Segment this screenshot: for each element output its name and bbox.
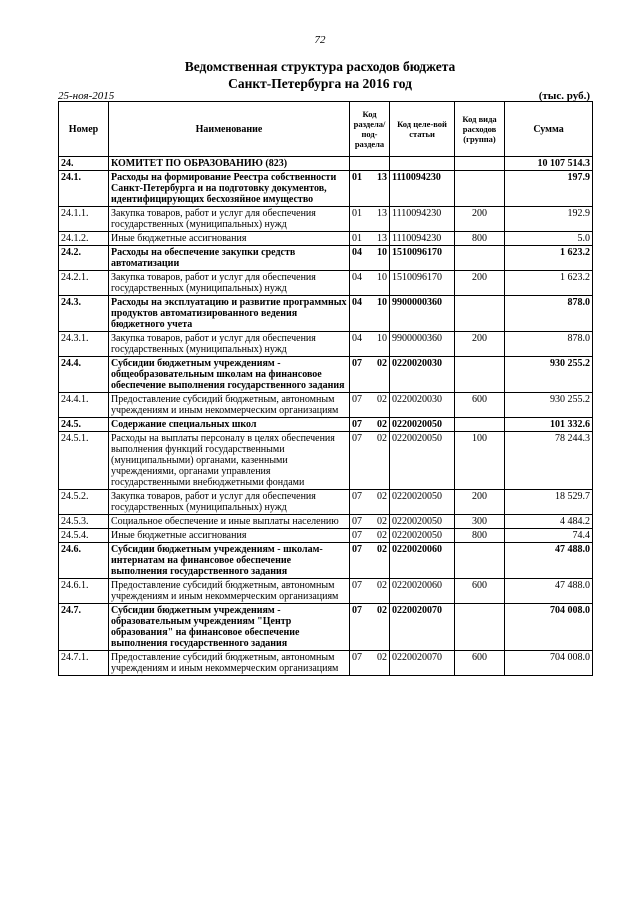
row-subsection: 02	[370, 579, 390, 604]
row-number: 24.7.	[59, 604, 109, 651]
row-article-code: 0220020030	[390, 357, 455, 393]
row-section: 07	[350, 604, 370, 651]
row-section: 07	[350, 529, 370, 543]
row-number: 24.5.2.	[59, 490, 109, 515]
row-expense-type	[455, 171, 505, 207]
row-number: 24.1.2.	[59, 232, 109, 246]
row-article-code: 0220020030	[390, 393, 455, 418]
row-expense-type: 600	[455, 579, 505, 604]
row-article-code: 9900000360	[390, 332, 455, 357]
row-section: 07	[350, 357, 370, 393]
row-number: 24.1.1.	[59, 207, 109, 232]
row-number: 24.2.1.	[59, 271, 109, 296]
row-expense-type	[455, 604, 505, 651]
row-amount: 18 529.7	[505, 490, 593, 515]
row-amount: 878.0	[505, 296, 593, 332]
row-section: 07	[350, 490, 370, 515]
row-expense-type	[455, 357, 505, 393]
row-number: 24.3.1.	[59, 332, 109, 357]
table-row	[59, 579, 593, 604]
row-amount: 1 623.2	[505, 246, 593, 271]
row-name: Субсидии бюджетным учреждениям - общеобразовательным школам на финансовое обеспечение выполнения государственного задания	[109, 357, 350, 393]
row-subsection: 02	[370, 529, 390, 543]
row-expense-type	[455, 418, 505, 432]
row-name: Закупка товаров, работ и услуг для обеспечения государственных (муниципальных) нужд	[109, 332, 350, 357]
header-number: Номер	[59, 102, 109, 157]
row-section: 07	[350, 418, 370, 432]
row-article-code: 0220020050	[390, 515, 455, 529]
row-subsection: 02	[370, 515, 390, 529]
table-row	[59, 232, 593, 246]
row-amount: 47 488.0	[505, 543, 593, 579]
row-number: 24.5.4.	[59, 529, 109, 543]
row-name: Закупка товаров, работ и услуг для обеспечения государственных (муниципальных) нужд	[109, 490, 350, 515]
row-section: 04	[350, 246, 370, 271]
row-name: Субсидии бюджетным учреждениям - школам-интернатам на финансовое обеспечение выполнения государственного задания	[109, 543, 350, 579]
header-amount: Сумма	[505, 102, 593, 157]
row-name: Содержание специальных школ	[109, 418, 350, 432]
row-article-code: 0220020050	[390, 490, 455, 515]
row-section: 07	[350, 393, 370, 418]
row-expense-type: 200	[455, 490, 505, 515]
table-row	[59, 271, 593, 296]
row-section: 01	[350, 207, 370, 232]
row-section: 07	[350, 432, 370, 490]
row-name: Расходы на эксплуатацию и развитие программных продуктов автоматизированного ведения бюджетного учета	[109, 296, 350, 332]
row-subsection: 10	[370, 246, 390, 271]
row-subsection: 02	[370, 393, 390, 418]
row-amount: 1 623.2	[505, 271, 593, 296]
row-section: 04	[350, 296, 370, 332]
table-row	[59, 543, 593, 579]
header-name: Наименование	[109, 102, 350, 157]
table-row	[59, 393, 593, 418]
row-expense-type: 300	[455, 515, 505, 529]
table-row	[59, 357, 593, 393]
row-number: 24.7.1.	[59, 651, 109, 676]
row-number: 24.4.1.	[59, 393, 109, 418]
row-subsection: 02	[370, 543, 390, 579]
row-section: 04	[350, 332, 370, 357]
table-row	[59, 651, 593, 676]
row-subsection: 02	[370, 418, 390, 432]
row-expense-type: 800	[455, 529, 505, 543]
row-name: Закупка товаров, работ и услуг для обеспечения государственных (муниципальных) нужд	[109, 271, 350, 296]
row-expense-type: 200	[455, 271, 505, 296]
row-name: Предоставление субсидий бюджетным, автономным учреждениям и иным некоммерческим организациям	[109, 651, 350, 676]
row-number: 24.1.	[59, 171, 109, 207]
table-row	[59, 157, 593, 171]
table-row	[59, 207, 593, 232]
row-article-code: 0220020050	[390, 529, 455, 543]
header-expense-type: Код вида расходов (группа)	[455, 102, 505, 157]
row-article-code: 1510096170	[390, 271, 455, 296]
budget-table	[58, 101, 593, 676]
row-expense-type: 800	[455, 232, 505, 246]
row-subsection: 10	[370, 296, 390, 332]
row-section: 01	[350, 232, 370, 246]
row-expense-type: 600	[455, 393, 505, 418]
table-row	[59, 604, 593, 651]
table-row	[59, 332, 593, 357]
row-expense-type	[455, 157, 505, 171]
row-section: 07	[350, 543, 370, 579]
row-article-code: 0220020060	[390, 579, 455, 604]
row-subsection: 13	[370, 171, 390, 207]
row-article-code	[390, 157, 455, 171]
document-title	[0, 58, 640, 92]
row-name: Иные бюджетные ассигнования	[109, 232, 350, 246]
row-amount: 5.0	[505, 232, 593, 246]
row-amount: 930 255.2	[505, 357, 593, 393]
table-row	[59, 171, 593, 207]
row-article-code: 0220020070	[390, 604, 455, 651]
row-name: Расходы на выплаты персоналу в целях обеспечения выполнения функций государственными (муниципальными) органами, казенными учреждениями, органами управления государственными внебюджетными фондами	[109, 432, 350, 490]
row-amount: 4 484.2	[505, 515, 593, 529]
row-expense-type	[455, 246, 505, 271]
row-amount: 192.9	[505, 207, 593, 232]
row-expense-type: 200	[455, 207, 505, 232]
table-row	[59, 490, 593, 515]
units-label: (тыс. руб.)	[538, 90, 590, 102]
row-number: 24.6.	[59, 543, 109, 579]
row-number: 24.6.1.	[59, 579, 109, 604]
row-expense-type: 100	[455, 432, 505, 490]
row-section: 04	[350, 271, 370, 296]
row-article-code: 0220020060	[390, 543, 455, 579]
row-name: Закупка товаров, работ и услуг для обеспечения государственных (муниципальных) нужд	[109, 207, 350, 232]
row-amount: 930 255.2	[505, 393, 593, 418]
row-name: Расходы на формирование Реестра собственности Санкт-Петербурга и на подготовку документов, идентифицирующих бесхозяйное имущество	[109, 171, 350, 207]
row-article-code: 0220020070	[390, 651, 455, 676]
row-amount: 74.4	[505, 529, 593, 543]
table-row	[59, 418, 593, 432]
table-row	[59, 515, 593, 529]
row-section	[350, 157, 370, 171]
row-amount: 101 332.6	[505, 418, 593, 432]
table-header-row	[59, 102, 593, 157]
table-row	[59, 432, 593, 490]
row-amount: 197.9	[505, 171, 593, 207]
row-section: 01	[350, 171, 370, 207]
row-subsection: 02	[370, 490, 390, 515]
row-number: 24.5.1.	[59, 432, 109, 490]
header-section: Код раздела/ под-раздела	[350, 102, 390, 157]
row-amount: 78 244.3	[505, 432, 593, 490]
row-article-code: 1110094230	[390, 207, 455, 232]
row-name: Субсидии бюджетным учреждениям - образовательным учреждениям "Центр образования" на финансовое обеспечение выполнения государственного задания	[109, 604, 350, 651]
row-number: 24.5.	[59, 418, 109, 432]
row-name: КОМИТЕТ ПО ОБРАЗОВАНИЮ (823)	[109, 157, 350, 171]
header-article: Код целе-вой статьи	[390, 102, 455, 157]
table-row	[59, 246, 593, 271]
row-subsection: 02	[370, 432, 390, 490]
row-subsection: 02	[370, 651, 390, 676]
title-line-1: Ведомственная структура расходов бюджета	[184, 59, 456, 74]
row-subsection: 13	[370, 207, 390, 232]
row-section: 07	[350, 515, 370, 529]
row-subsection	[370, 157, 390, 171]
row-subsection: 10	[370, 271, 390, 296]
row-expense-type	[455, 543, 505, 579]
row-subsection: 10	[370, 332, 390, 357]
row-number: 24.	[59, 157, 109, 171]
row-subsection: 02	[370, 357, 390, 393]
row-amount: 878.0	[505, 332, 593, 357]
row-name: Социальное обеспечение и иные выплаты населению	[109, 515, 350, 529]
row-expense-type: 600	[455, 651, 505, 676]
table-row	[59, 529, 593, 543]
row-section: 07	[350, 651, 370, 676]
row-number: 24.3.	[59, 296, 109, 332]
row-article-code: 1510096170	[390, 246, 455, 271]
row-article-code: 1110094230	[390, 232, 455, 246]
row-name: Расходы на обеспечение закупки средств автоматизации	[109, 246, 350, 271]
row-expense-type: 200	[455, 332, 505, 357]
row-amount: 47 488.0	[505, 579, 593, 604]
row-expense-type	[455, 296, 505, 332]
row-subsection: 02	[370, 604, 390, 651]
document-date: 25-ноя-2015	[58, 90, 115, 102]
title-line-2: Санкт-Петербурга на 2016 год	[228, 76, 412, 91]
row-subsection: 13	[370, 232, 390, 246]
row-amount: 704 008.0	[505, 604, 593, 651]
row-number: 24.5.3.	[59, 515, 109, 529]
row-article-code: 9900000360	[390, 296, 455, 332]
row-amount: 10 107 514.3	[505, 157, 593, 171]
row-name: Иные бюджетные ассигнования	[109, 529, 350, 543]
row-article-code: 0220020050	[390, 418, 455, 432]
row-section: 07	[350, 579, 370, 604]
table-row	[59, 296, 593, 332]
row-number: 24.2.	[59, 246, 109, 271]
page-number: 72	[314, 34, 326, 46]
row-name: Предоставление субсидий бюджетным, автономным учреждениям и иным некоммерческим организациям	[109, 393, 350, 418]
row-name: Предоставление субсидий бюджетным, автономным учреждениям и иным некоммерческим организациям	[109, 579, 350, 604]
row-amount: 704 008.0	[505, 651, 593, 676]
row-article-code: 1110094230	[390, 171, 455, 207]
row-number: 24.4.	[59, 357, 109, 393]
row-article-code: 0220020050	[390, 432, 455, 490]
